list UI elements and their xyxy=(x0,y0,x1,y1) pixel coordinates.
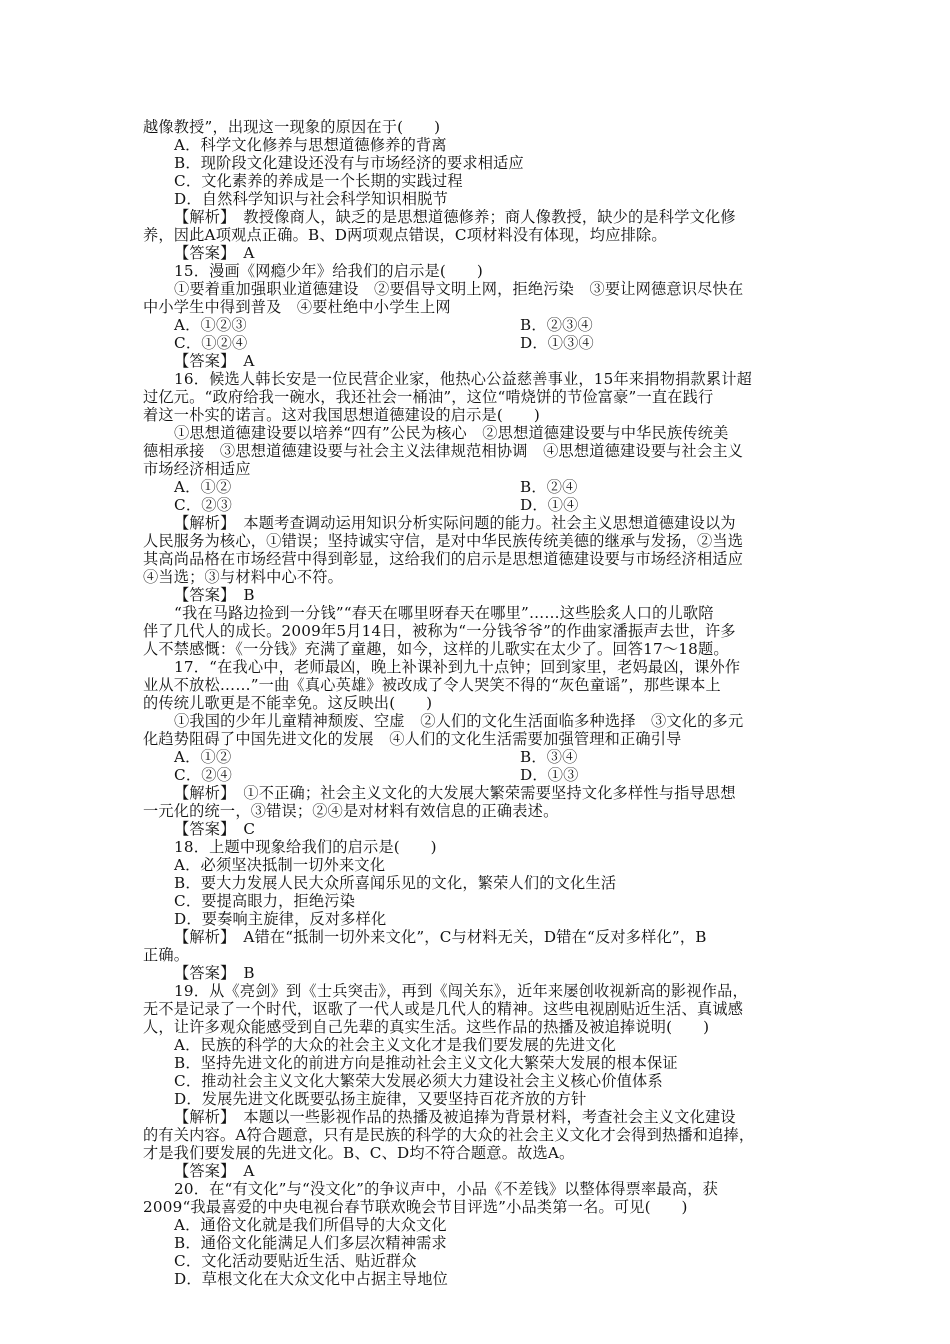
option-row xyxy=(143,766,810,784)
text-line-indented: C．文化活动要贴近生活、贴近群众 xyxy=(174,1252,417,1270)
text-line-indented: 【答案】 B xyxy=(174,964,255,982)
text-line-indented: “我在马路边捡到一分钱”“春天在哪里呀春天在哪里”……这些脍炙人口的儿歌陪 xyxy=(174,604,714,622)
text-line: 才是我们要发展的先进文化。B、C、D均不符合题意。故选A。 xyxy=(143,1144,575,1162)
text-line-indented: D．发展先进文化既要弘扬主旋律，又要坚持百花齐放的方针 xyxy=(174,1090,587,1108)
option-left: C．②③ xyxy=(174,496,232,514)
text-line: 中小学生中得到普及 ④要杜绝中小学生上网 xyxy=(143,298,451,316)
text-line-indented: ①我国的少年儿童精神颓废、空虚 ②人们的文化生活面临多种选择 ③文化的多元 xyxy=(174,712,744,730)
text-line: 过亿元。“政府给我一碗水，我还社会一桶油”，这位“啃烧饼的节俭富豪”一直在践行 xyxy=(143,388,714,406)
text-line-indented: B．通俗文化能满足人们多层次精神需求 xyxy=(174,1234,447,1252)
text-line-indented: 18．上题中现象给我们的启示是( ) xyxy=(174,838,437,856)
text-line: 养，因此A项观点正确。B、D两项观点错误，C项材料没有体现，均应排除。 xyxy=(143,226,667,244)
text-line-indented: B．坚持先进文化的前进方向是推动社会主义文化大繁荣大发展的根本保证 xyxy=(174,1054,678,1072)
text-line-indented: 16．候选人韩长安是一位民营企业家，他热心公益慈善事业，15年来捐物捐款累计超 xyxy=(174,370,753,388)
text-line-indented: C．推动社会主义文化大繁荣大发展必须大力建设社会主义核心价值体系 xyxy=(174,1072,663,1090)
text-line: 2009“我最喜爱的中央电视台春节联欢晚会节目评选”小品类第一名。可见( ) xyxy=(143,1198,688,1216)
text-line: 伴了几代人的成长。2009年5月14日，被称为“一分钱爷爷”的作曲家潘振声去世，许多 xyxy=(143,622,736,640)
text-line-indented: B．现阶段文化建设还没有与市场经济的要求相适应 xyxy=(174,154,524,172)
text-line: 人，让许多观众能感受到自己先辈的真实生活。这些作品的热播及被追捧说明( ) xyxy=(143,1018,710,1036)
text-line-indented: 【解析】 本题考查调动运用知识分析实际问题的能力。社会主义思想道德建设以为 xyxy=(174,514,736,532)
text-line-indented: 【答案】 A xyxy=(174,244,255,262)
option-right: D．①④ xyxy=(520,496,579,514)
text-line: 德相承接 ③思想道德建设要与社会主义法律规范相协调 ④思想道德建设要与社会主义 xyxy=(143,442,744,460)
text-line-indented: 【答案】 C xyxy=(174,820,256,838)
option-left: A．①②③ xyxy=(174,316,247,334)
option-left: C．①②④ xyxy=(174,334,248,352)
option-right: B．③④ xyxy=(520,748,578,766)
text-line: 越像教授”，出现这一现象的原因在于( ) xyxy=(143,118,441,136)
option-right: D．①③④ xyxy=(520,334,594,352)
text-line-indented: 【答案】 B xyxy=(174,586,255,604)
text-line: 正确。 xyxy=(143,946,190,964)
text-line-indented: A．科学文化修养与思想道德修养的背离 xyxy=(174,136,447,154)
text-line-indented: A．通俗文化就是我们所倡导的大众文化 xyxy=(174,1216,447,1234)
text-line-indented: ①要着重加强职业道德建设 ②要倡导文明上网，拒绝污染 ③要让网德意识尽快在 xyxy=(174,280,744,298)
text-line-indented: 20．在“有文化”与“没文化”的争议声中，小品《不差钱》以整体得票率最高，获 xyxy=(174,1180,718,1198)
option-right: D．①③ xyxy=(520,766,579,784)
text-line-indented: ①思想道德建设要以培养“四有”公民为核心 ②思想道德建设要与中华民族传统美 xyxy=(174,424,729,442)
text-line-indented: D．自然科学知识与社会科学知识相脱节 xyxy=(174,190,448,208)
text-line-indented: D．要奏响主旋律，反对多样化 xyxy=(174,910,387,928)
text-line-indented: 【答案】 A xyxy=(174,352,255,370)
text-line: 人民服务为核心，①错误；坚持诚实守信，是对中华民族传统美德的继承与发扬，②当选 xyxy=(143,532,744,550)
option-right: B．②③④ xyxy=(520,316,593,334)
text-line-indented: 19．从《亮剑》到《士兵突击》，再到《闯关东》，近年来屡创收视新高的影视作品， xyxy=(174,982,748,1000)
text-line-indented: C．文化素养的养成是一个长期的实践过程 xyxy=(174,172,463,190)
option-right: B．②④ xyxy=(520,478,578,496)
option-row xyxy=(143,334,810,352)
text-line-indented: 【解析】 本题以一些影视作品的热播及被追捧为背景材料，考查社会主义文化建设 xyxy=(174,1108,736,1126)
text-line-indented: D．草根文化在大众文化中占据主导地位 xyxy=(174,1270,448,1288)
option-left: C．②④ xyxy=(174,766,232,784)
text-line: 市场经济相适应 xyxy=(143,460,251,478)
text-line: 着这一朴实的诺言。这对我国思想道德建设的启示是( ) xyxy=(143,406,540,424)
text-line: 的有关内容。A符合题意，只有是民族的科学的大众的社会主义文化才会得到热播和追捧， xyxy=(143,1126,755,1144)
text-line: 一元化的统一，③错误；②④是对材料有效信息的正确表述。 xyxy=(143,802,559,820)
text-line-indented: B．要大力发展人民大众所喜闻乐见的文化，繁荣人们的文化生活 xyxy=(174,874,617,892)
option-row xyxy=(143,316,810,334)
text-line-indented: 【解析】 A错在“抵制一切外来文化”，C与材料无关，D错在“反对多样化”，B xyxy=(174,928,707,946)
text-line: 人不禁感慨：《一分钱》充满了童趣，如今，这样的儿歌实在太少了。回答17～18题。 xyxy=(143,640,729,658)
text-line-indented: 15．漫画《网瘾少年》给我们的启示是( ) xyxy=(174,262,483,280)
option-left: A．①② xyxy=(174,478,232,496)
text-line-indented: 【答案】 A xyxy=(174,1162,255,1180)
text-line: 化趋势阻碍了中国先进文化的发展 ④人们的文化生活需要加强管理和正确引导 xyxy=(143,730,682,748)
text-line-indented: 17．“在我心中，老师最凶，晚上补课补到九十点钟；回到家里，老妈最凶，课外作 xyxy=(174,658,741,676)
option-row xyxy=(143,496,810,514)
text-line-indented: 【解析】 ①不正确；社会主义文化的大发展大繁荣需要坚持文化多样性与指导思想 xyxy=(174,784,736,802)
document-text xyxy=(143,118,810,1288)
text-line-indented: 【解析】 教授像商人，缺乏的是思想道德修养；商人像教授，缺少的是科学文化修 xyxy=(174,208,736,226)
text-line: ④当选；③与材料中心不符。 xyxy=(143,568,344,586)
text-line-indented: A．民族的科学的大众的社会主义文化才是我们要发展的先进文化 xyxy=(174,1036,617,1054)
text-line: 业从不放松……”一曲《真心英雄》被改成了令人哭笑不得的“灰色童谣”，那些课本上 xyxy=(143,676,721,694)
text-line: 无不是记录了一个时代，讴歌了一代人或是几代人的精神。这些电视剧贴近生活、真诚感 xyxy=(143,1000,744,1018)
option-left: A．①② xyxy=(174,748,232,766)
text-line: 其高尚品格在市场经营中得到彰显，这给我们的启示是思想道德建设要与市场经济相适应 xyxy=(143,550,744,568)
text-line: 的传统儿歌更是不能幸免。这反映出( ) xyxy=(143,694,433,712)
text-line-indented: C．要提高眼力，拒绝污染 xyxy=(174,892,356,910)
option-row xyxy=(143,478,810,496)
option-row xyxy=(143,748,810,766)
text-line-indented: A．必须坚决抵制一切外来文化 xyxy=(174,856,386,874)
